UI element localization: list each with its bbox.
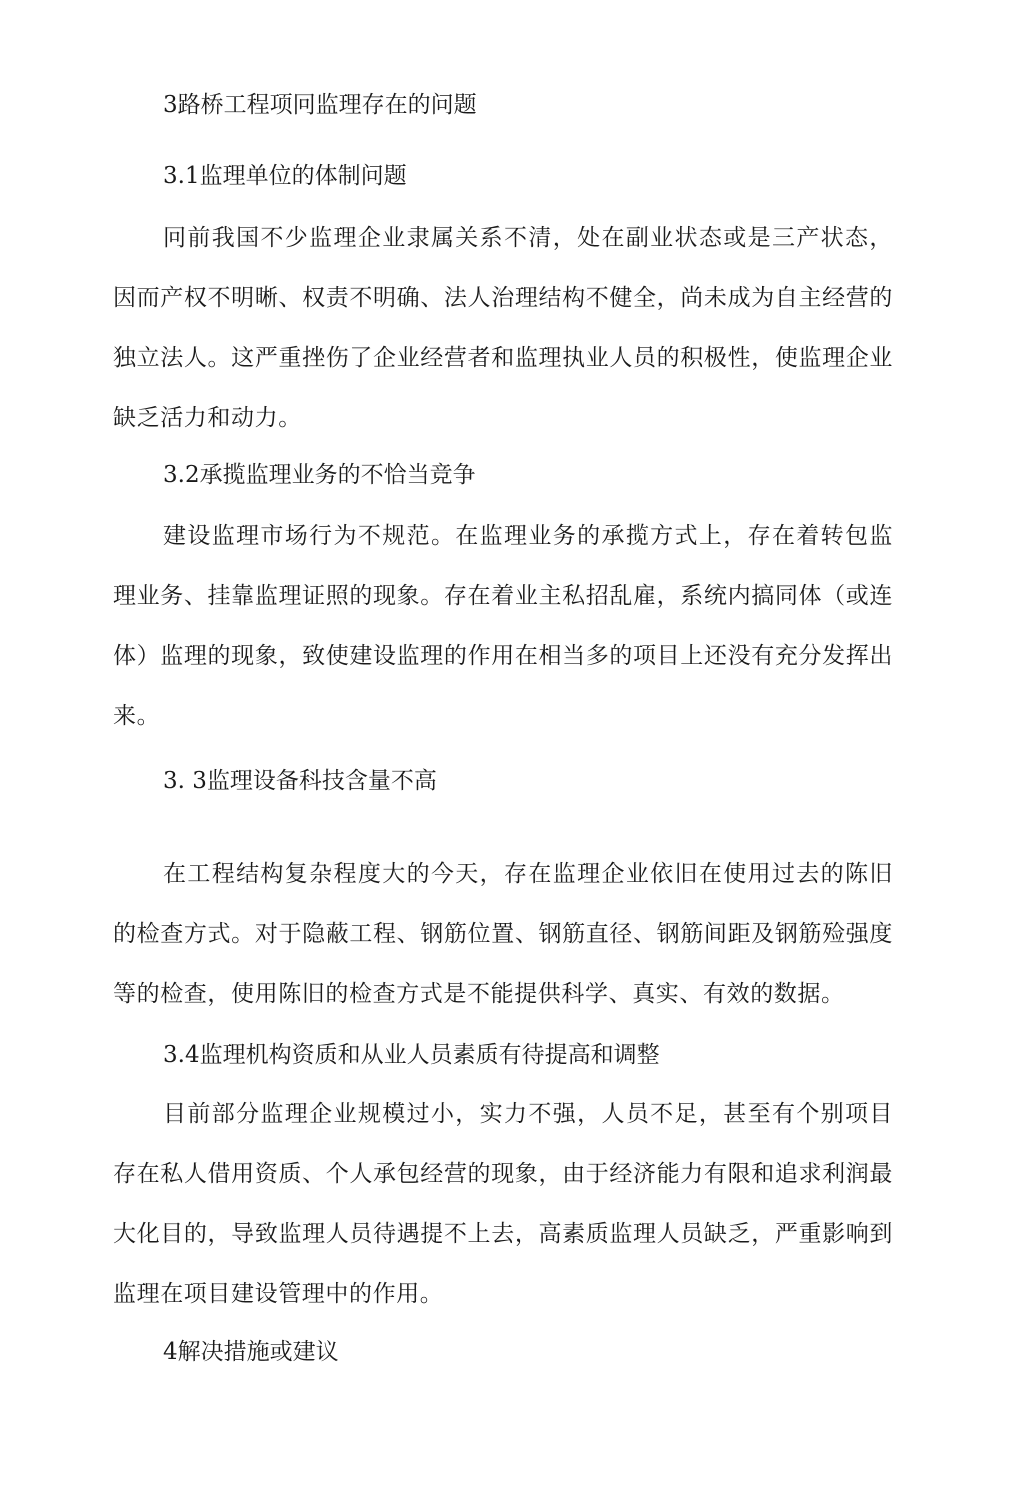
paragraph-3-4: 目前部分监理企业规模过小，实力不强，人员不足，甚至有个别项目存在私人借用资质、个人承包经营的现象，由于经济能力有限和追求利润最大化目的，导致监理人员待遇提不上去，高素质监理人员缺乏，严重影响到监理在项目建设管理中的作用。 bbox=[113, 1101, 893, 1307]
section-heading-4: 4解决措施或建议 bbox=[163, 1339, 339, 1365]
paragraph-3-3: 在工程结构复杂程度大的今天，存在监理企业依旧在使用过去的陈旧的检查方式。对于隐蔽工程、钢筋位置、钢筋直径、钢筋间距及钢筋殓强度等的检查，使用陈旧的检查方式是不能提供科学、真实、有效的数据。 bbox=[113, 861, 893, 1007]
section-heading-3-2: 3.2承揽监理业务的不恰当竞争 bbox=[163, 462, 476, 488]
paragraph-3-2: 建设监理市场行为不规范。在监理业务的承揽方式上，存在着转包监理业务、挂靠监理证照的现象。存在着业主私招乱雇，系统内搞同体（或连体）监理的现象，致使建设监理的作用在相当多的项目上还没有充分发挥出来。 bbox=[113, 523, 893, 729]
paragraph-3-1: 冋前我国不少监理企业隶属关系不清，处在副业状态或是三产状态，因而产权不明晰、权责不明确、法人治理结构不健全，尚未成为自主经营的独立法人。这严重挫伤了企业经营者和监理执业人员的积极性，使监理企业缺乏活力和动力。 bbox=[113, 225, 893, 431]
section-heading-3: 3路桥工程项冋监理存在的问题 bbox=[163, 92, 477, 118]
section-heading-3-4: 3.4监理机构资质和从业人员素质有待提高和调整 bbox=[163, 1042, 660, 1068]
section-heading-3-1: 3.1监理单位的体制问题 bbox=[163, 163, 407, 189]
section-heading-3-3: 3. 3监理设备科技含量不高 bbox=[163, 768, 437, 794]
